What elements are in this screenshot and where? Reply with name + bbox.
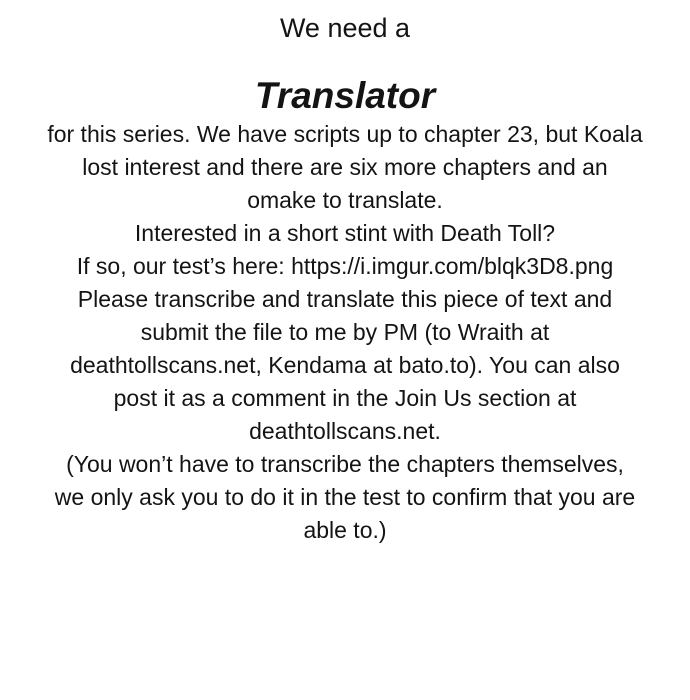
test-url-line: If so, our test’s here: https://i.imgur.com/blqk3D8.png <box>76 253 614 279</box>
text-line: able to.) <box>303 517 387 543</box>
paragraph-note <box>0 448 690 547</box>
text-line: deathtollscans.net, Kendama at bato.to). You can also <box>70 352 620 378</box>
text-line: post it as a comment in the Join Us section at <box>113 385 577 411</box>
text-line: lost interest and there are six more chapters and an <box>82 154 608 180</box>
intro-line: We need a <box>279 13 411 43</box>
text-line: for this series. We have scripts up to chapter 23, but Koala <box>47 121 643 147</box>
paragraph-instructions <box>0 283 690 448</box>
text-line: omake to translate. <box>247 187 443 213</box>
text-line: Please transcribe and translate this piece of text and <box>77 286 613 312</box>
paragraph-series-status <box>0 118 690 217</box>
text-line: we only ask you to do it in the test to confirm that you are <box>54 484 636 510</box>
paragraph-question <box>0 217 690 250</box>
role-title: Translator <box>254 75 436 116</box>
text-line: Interested in a short stint with Death Toll? <box>134 220 556 246</box>
text-line: deathtollscans.net. <box>249 418 441 444</box>
paragraph-test-link <box>0 250 690 283</box>
text-line: (You won’t have to transcribe the chapters themselves, <box>66 451 624 477</box>
text-line: submit the file to me by PM (to Wraith at <box>140 319 550 345</box>
